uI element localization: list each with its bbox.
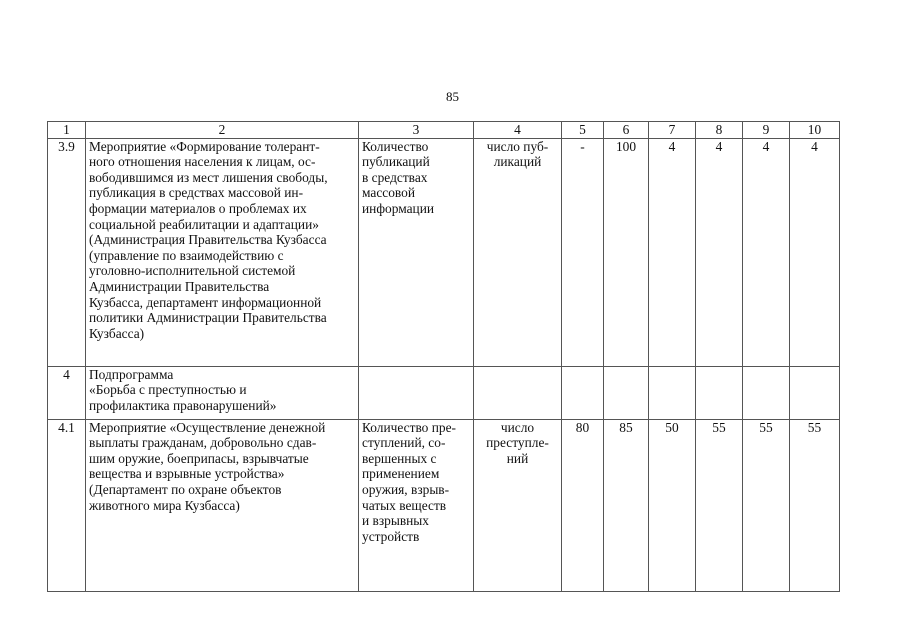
unit: число преступле- ний bbox=[474, 419, 562, 591]
header-cell: 5 bbox=[562, 122, 604, 139]
unit bbox=[474, 366, 562, 419]
value-9: 55 bbox=[743, 419, 790, 591]
header-cell: 1 bbox=[48, 122, 86, 139]
header-cell: 4 bbox=[474, 122, 562, 139]
value-6: 85 bbox=[604, 419, 649, 591]
header-cell: 3 bbox=[359, 122, 474, 139]
header-cell: 10 bbox=[790, 122, 840, 139]
page-number: 85 bbox=[446, 89, 459, 104]
value-8: 55 bbox=[696, 419, 743, 591]
value-7: 50 bbox=[649, 419, 696, 591]
value-7: 4 bbox=[649, 138, 696, 366]
row-number: 3.9 bbox=[48, 138, 86, 366]
value-5: - bbox=[562, 138, 604, 366]
value-10: 55 bbox=[790, 419, 840, 591]
indicator-name: Количество публикаций в средствах массовой информации bbox=[359, 138, 474, 366]
activity-name: Подпрограмма «Борьба с преступностью и профилактика правонарушений» bbox=[86, 366, 359, 419]
activity-name: Мероприятие «Формирование толерант- ного отношения населения к лицам, ос- вободившимся из мест лишения свободы, публикация в средствах массовой ин- формации материалов о проблемах их социальной реабилитации и адаптации» (Администрация Правительства Кузбасса (управление по взаимодействию с уголовно-исполнительной системой Администрации Правительства Кузбасса, департамент информационной политики Администрации Правительства Кузбасса) bbox=[86, 138, 359, 366]
table-row bbox=[48, 138, 840, 366]
value-5: 80 bbox=[562, 419, 604, 591]
header-cell: 2 bbox=[86, 122, 359, 139]
value-5 bbox=[562, 366, 604, 419]
value-8 bbox=[696, 366, 743, 419]
value-8: 4 bbox=[696, 138, 743, 366]
value-6: 100 bbox=[604, 138, 649, 366]
header-cell: 9 bbox=[743, 122, 790, 139]
row-number: 4 bbox=[48, 366, 86, 419]
indicator-name bbox=[359, 366, 474, 419]
unit: число пуб- ликаций bbox=[474, 138, 562, 366]
table-row bbox=[48, 419, 840, 591]
header-cell: 7 bbox=[649, 122, 696, 139]
value-10 bbox=[790, 366, 840, 419]
value-9: 4 bbox=[743, 138, 790, 366]
header-row bbox=[48, 122, 840, 139]
header-cell: 6 bbox=[604, 122, 649, 139]
program-table bbox=[47, 121, 840, 592]
value-10: 4 bbox=[790, 138, 840, 366]
value-7 bbox=[649, 366, 696, 419]
row-number: 4.1 bbox=[48, 419, 86, 591]
value-6 bbox=[604, 366, 649, 419]
indicator-name: Количество пре- ступлений, со- вершенных с применением оружия, взрыв- чатых веществ и взрывных устройств bbox=[359, 419, 474, 591]
value-9 bbox=[743, 366, 790, 419]
activity-name: Мероприятие «Осуществление денежной выплаты гражданам, добровольно сдав- шим оружие, боеприпасы, взрывчатые вещества и взрывные устройства» (Департамент по охране объектов животного мира Кузбасса) bbox=[86, 419, 359, 591]
table-row bbox=[48, 366, 840, 419]
header-cell: 8 bbox=[696, 122, 743, 139]
